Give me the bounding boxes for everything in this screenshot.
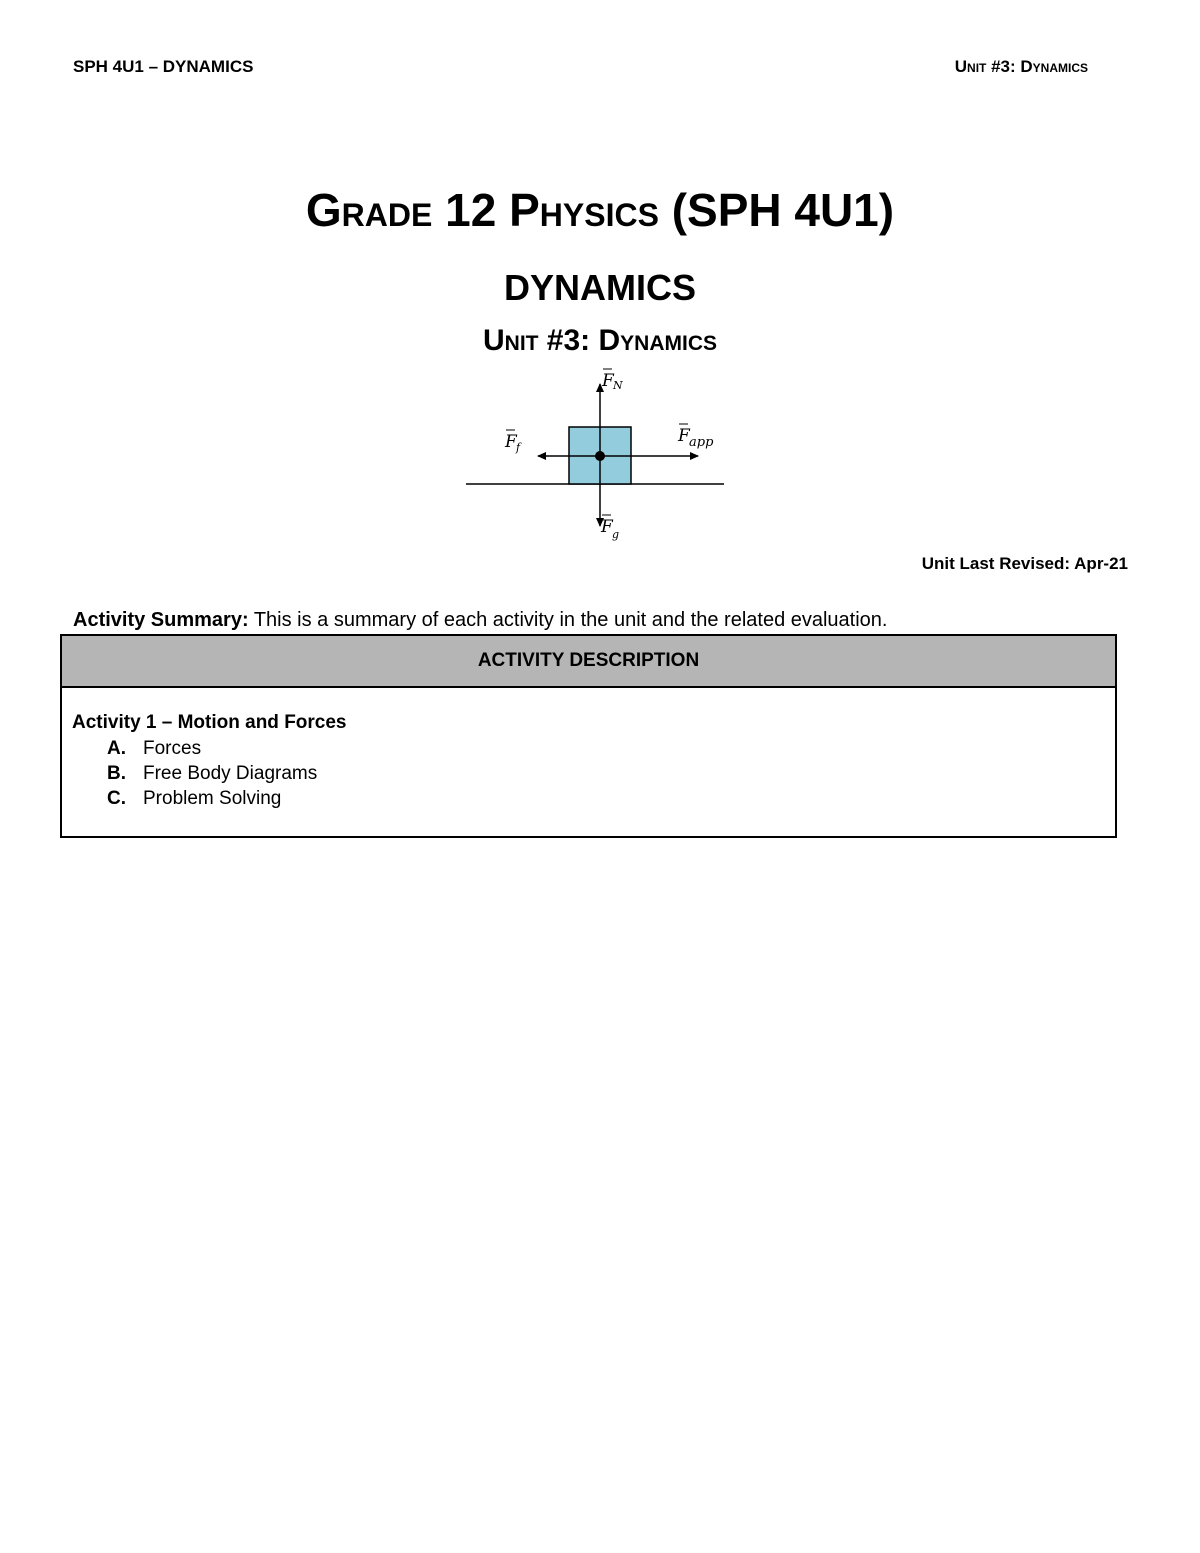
applied-force-subscript: app [689,435,714,450]
item-text: Forces [143,738,202,759]
item-text: Free Body Diagrams [143,763,318,784]
page-title: Grade 12 Physics (SPH 4U1) [305,184,895,236]
applied-force-label [677,424,714,450]
applied-force-symbol: F [678,426,690,446]
friction-force-symbol: F [505,432,517,452]
center-point [595,451,605,461]
gravity-force-subscript: g [612,528,620,541]
free-body-diagram [460,362,730,547]
list-item [107,786,1105,811]
gravity-force-label [600,515,619,541]
header-left: SPH 4U1 – DYNAMICS [73,57,254,76]
summary-label: Activity Summary: [73,609,249,631]
last-revised: Unit Last Revised: Apr-21 [921,554,1128,573]
list-item [107,761,1105,786]
activity-title: Activity 1 – Motion and Forces [72,712,347,733]
normal-force-subscript: N [613,379,623,392]
item-letter: A. [107,738,126,759]
normal-force-label [601,369,623,392]
summary-text: This is a summary of each activity in the unit and the related evaluation. [248,609,888,631]
friction-force-label [504,430,522,454]
item-letter: B. [107,763,126,784]
item-letter: C. [107,788,126,809]
friction-force-subscript: f [516,441,521,454]
gravity-force-symbol: F [601,517,613,537]
activity-items [72,736,1105,811]
activity-table [60,634,1117,838]
normal-force-symbol: F [602,371,614,391]
table-body [62,688,1115,811]
table-header: ACTIVITY DESCRIPTION [62,636,1115,688]
list-item [107,736,1105,761]
item-text: Problem Solving [143,788,282,809]
activity-summary [73,609,887,632]
unit-title: Unit #3: Dynamics [482,324,718,357]
header-right: Unit #3: Dynamics [954,57,1088,76]
page-subtitle: DYNAMICS [503,267,696,308]
